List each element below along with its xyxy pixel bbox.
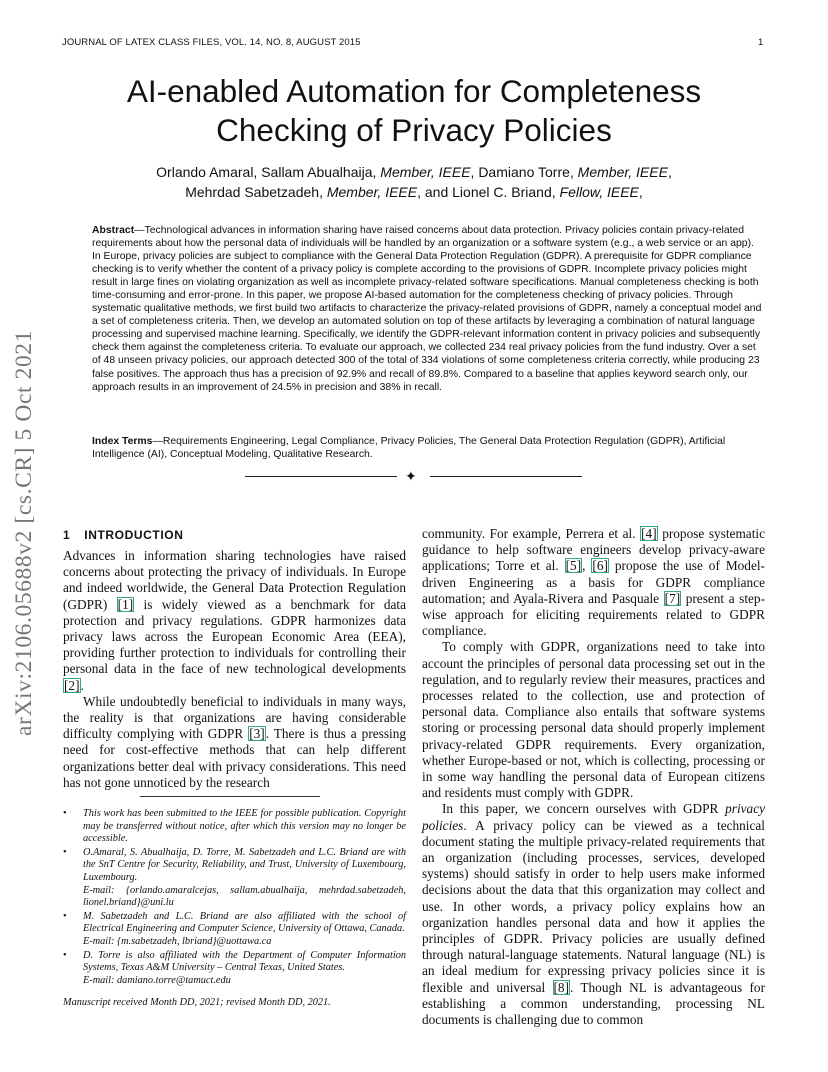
text-run: propose systematic guidance to help software engineers develop privacy-aware applications; Torre et al. bbox=[422, 526, 765, 574]
abstract-label: Abstract bbox=[92, 225, 135, 236]
footnote-item bbox=[63, 808, 406, 846]
text-run: . bbox=[80, 677, 84, 693]
section-title: INTRODUCTION bbox=[84, 528, 184, 542]
arxiv-stamp-text: arXiv:2106.05688v2 [cs.CR] 5 Oct 2021 bbox=[11, 330, 37, 736]
index-terms bbox=[92, 435, 764, 461]
bullet-icon: • bbox=[63, 910, 67, 922]
footnote-text: M. Sabetzadeh and L.C. Briand are also affiliated with the school of Electrical Engineering and Computer Science, University of Ottawa, Canada. E-mail: {m.sabetzadeh, lbriand}@uottawa.ca bbox=[83, 910, 406, 947]
text-run: . Though NL is advantageous for establishing a common understanding, processing NL documents is challenging due to common bbox=[422, 979, 765, 1028]
citation-link[interactable]: [2] bbox=[64, 677, 80, 693]
paragraph bbox=[422, 801, 765, 1028]
footnote-rule bbox=[140, 796, 320, 797]
footnotes bbox=[63, 808, 406, 988]
citation-link[interactable]: [1] bbox=[117, 596, 134, 612]
author-list bbox=[60, 162, 768, 202]
author-membership: Fellow, IEEE bbox=[559, 184, 639, 200]
authors-text: Orlando Amaral, Sallam Abualhaija, bbox=[156, 164, 381, 180]
section-heading bbox=[63, 528, 183, 542]
text-run: . There is thus a pressing need for cost-effective methods that can help different organizations better deal with privacy considerations. This need has not gone unnoticed by the research bbox=[63, 726, 406, 790]
bullet-icon: • bbox=[63, 949, 67, 961]
paper-title: AI-enabled Automation for Completeness Checking of Privacy Policies bbox=[126, 73, 702, 148]
authors-text: , Damiano Torre, bbox=[470, 164, 578, 180]
text-run: propose the use of Model-driven Engineering as a basis for GDPR compliance automation; and Ayala-Rivera and Pasquale bbox=[422, 558, 765, 606]
separator-rule-left bbox=[245, 476, 397, 477]
footnote-item bbox=[63, 911, 406, 949]
authors-text: , bbox=[667, 164, 672, 180]
text-run: is widely viewed as a benchmark for data protection and privacy regulations. GDPR harmonizes data privacy laws across the European Economic Area (EEA), providing further protection to individuals for controlling their personal data in the face of new technological developments bbox=[63, 596, 407, 677]
citation-link[interactable]: [8] bbox=[553, 979, 570, 995]
authors-text: Mehrdad Sabetzadeh, bbox=[185, 184, 327, 200]
paragraph bbox=[422, 526, 765, 639]
section-number: 1 bbox=[63, 528, 71, 542]
bullet-icon: • bbox=[63, 846, 67, 858]
footnote-text: D. Torre is also affiliated with the Department of Computer Information Systems, Texas A&M University – Central Texas, United States. E-mail: damiano.torre@tamuct.edu bbox=[83, 949, 406, 986]
citation-link[interactable]: [5] bbox=[565, 558, 582, 574]
right-column bbox=[422, 526, 765, 1028]
author-membership: Member, IEEE bbox=[326, 184, 418, 200]
paragraph bbox=[63, 694, 406, 791]
index-terms-label: Index Terms bbox=[92, 436, 153, 447]
citation-link[interactable]: [7] bbox=[664, 590, 681, 606]
text-run: While undoubtedly beneficial to individuals in many ways, the reality is that organizations are having considerable difficulty complying with GDPR bbox=[63, 693, 406, 742]
bullet-icon: • bbox=[63, 808, 67, 819]
emphasis-text: privacy policies bbox=[422, 801, 765, 833]
index-terms-text: —Requirements Engineering, Legal Compliance, Privacy Policies, The General Data Protection Regulation (GDPR), Artificial Intelligence (AI), Conceptual Modeling, Qualitative Research. bbox=[92, 436, 726, 461]
authors-text: , and Lionel C. Briand, bbox=[417, 184, 560, 200]
footnote-item bbox=[63, 950, 406, 988]
text-run: . A privacy policy can be viewed as a technical document stating the multiple privacy-related requirements that an organization (including processes, services, developed systems) should satisfy in order to help users make informed decisions about the data that this organization may collect and use. In other words, a privacy policy explains how an organization handles personal data and how it applies the principles of GDPR. Privacy policies are usually defined through natural-language statements. Natural language (NL) is an ideal medium for expressing privacy policies since it is flexible and universal bbox=[422, 817, 765, 995]
left-column bbox=[63, 548, 406, 791]
citation-link[interactable]: [4] bbox=[641, 526, 657, 541]
paragraph bbox=[63, 548, 406, 694]
page-number: 1 bbox=[758, 37, 764, 48]
footnote-text: O.Amaral, S. Abualhaija, D. Torre, M. Sabetzadeh and L.C. Briand are with the SnT Centre for Security, Reliability, and Trust, University of Luxembourg, Luxembourg. E-mail: {orlando.amaralcejas, sallam.abualhaija, mehrdad.sabetzadeh, lionel.briand}@uni.lu bbox=[83, 846, 406, 909]
authors-text: , bbox=[638, 184, 643, 200]
footnote-text: This work has been submitted to the IEEE for possible publication. Copyright may be transferred without notice, after which this version may no longer be accessible. bbox=[83, 808, 406, 845]
arxiv-stamp[interactable] bbox=[6, 296, 42, 736]
author-membership: Member, IEEE bbox=[577, 164, 668, 180]
running-head: JOURNAL OF LATEX CLASS FILES, VOL. 14, NO. 8, AUGUST 2015 bbox=[62, 37, 361, 48]
abstract bbox=[92, 224, 764, 394]
footnote-item bbox=[63, 847, 406, 910]
citation-link[interactable]: [6] bbox=[592, 558, 608, 574]
text-run: community. For example, Perrera et al. bbox=[422, 526, 641, 541]
manuscript-note: Manuscript received Month DD, 2021; revised Month DD, 2021. bbox=[63, 997, 331, 1008]
author-membership: Member, IEEE bbox=[380, 164, 471, 180]
abstract-text: —Technological advances in information sharing have raised concerns about data protection. Privacy policies contain privacy-related requirements about how the personal data of individuals will be handled by an organization or a software system (e.g., a web service or an app). In Europe, privacy policies are subject to compliance with the General Data Protection Regulation (GDPR). A prerequisite for GDPR compliance checking is to verify whether the content of a privacy policy is complete according to the provisions of GDPR. Incomplete privacy policies might result in large fines on violating organization as well as incomplete privacy-related software specifications. Manual completeness checking is both time-consuming and error-prone. In this paper, we propose AI-based automation for the completeness checking of privacy policies. Through systematic qualitative methods, we first build two artifacts to characterize the privacy-related provisions of GDPR, namely a conceptual model and a set of completeness criteria. Then, we develop an automated solution on top of these artifacts by leveraging a combination of natural language processing and supervised machine learning. Specifically, we identify the GDPR-relevant information content in privacy policies and subsequently check them against the completeness criteria. To evaluate our approach, we collected 234 real privacy policies from the fund industry. Over a set of 48 unseen privacy policies, our approach detected 300 of the total of 334 violations of some completeness criteria correctly, while producing 23 false positives. The approach thus has a precision of 92.9% and recall of 89.8%. Compared to a baseline that applies keyword search only, our approach results in an improvement of 24.5% in precision and 38% in recall. bbox=[92, 225, 762, 393]
separator-rule-right bbox=[430, 476, 582, 477]
text-run: In this paper, we concern ourselves with GDPR bbox=[442, 801, 726, 817]
text-run: present a step-wise approach for eliciting requirements related to GDPR compliance. bbox=[422, 590, 765, 639]
citation-link[interactable]: [3] bbox=[249, 726, 265, 742]
paragraph: To comply with GDPR, organizations need to take into account the principles of personal data processing set out in the regulation, and to regularly review their measures, practices and processes related to the collection, use and protection of personal data. Compliance also entails that software systems storing or processing personal data should properly implement privacy-related GDPR requirements. Every organization, whether Europe-based or not, which is collecting, processing or in some way handling the personal data of European citizens and residents must comply with GDPR. bbox=[422, 639, 765, 801]
text-run: , bbox=[582, 558, 592, 574]
text-run: Advances in information sharing technologies have raised concerns about protecting the privacy of individuals. In Europe and indeed worldwide, the General Data Protection Regulation (GDPR) bbox=[63, 548, 406, 612]
separator-diamond-icon: ✦ bbox=[405, 468, 417, 484]
